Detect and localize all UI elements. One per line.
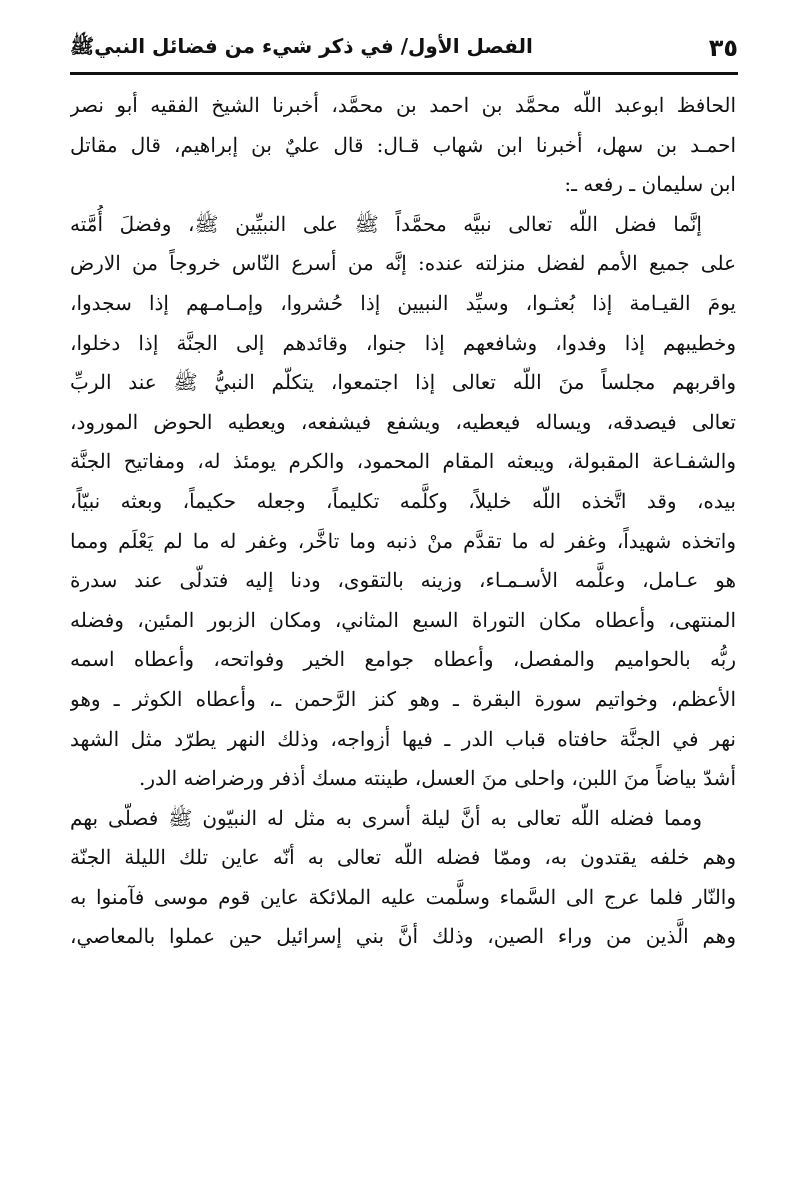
text-line: ربُّه بالحواميم والمفصل، وأعطاه جوامع الخير وفواتحه، وأعطاه اسمه xyxy=(70,647,736,672)
text-line: والنّار فلما عرج الى السَّماء وسلَّمت عليه الملائكة عاين قوم موسى فآمنوا به xyxy=(70,884,736,909)
paragraph xyxy=(70,799,736,957)
text-line: ابن سليمان ـ رفعه ـ: xyxy=(564,172,736,197)
text-line: واقربهم مجلساً منَ اللّه تعالى إذا اجتمعوا، يتكلّم النبيُّ ﷺ عند الربِّ xyxy=(70,370,736,395)
page-number: ٣٥ xyxy=(708,34,738,62)
page-header xyxy=(70,26,738,70)
text-line: نهر في الجنَّة حافتاه قباب الدر ـ فيها أزواجه، وذلك النهر يطرّد مثل الشهد xyxy=(70,726,736,751)
text-line: ومما فضله اللّه تعالى به أنَّ ليلة أسرى به مثل له النبيّون ﷺ فصلّى بهم xyxy=(70,805,702,830)
text-line: على جميع الأمم لفضل منزلته عنده: إنَّه من أسرع النّاس خروجاً من الارض xyxy=(70,251,736,276)
text-line: الحافظ ابوعبد اللّه محمَّد بن احمد بن محمَّد، أخبرنا الشيخ الفقيه أبو نصر xyxy=(70,93,736,117)
text-line: يومَ القيـامة إذا بُعثـوا، وسيِّد النبيين إذا حُشروا، وإمـامـهم إذا سجدوا، xyxy=(70,290,736,315)
text-line: واتخذه شهيداً، وغفر له ما تقدَّم منْ ذنبه وما تاخَّر، وغفر له ما لم يَعْلَم ومما xyxy=(70,528,736,553)
text-line: إنَّما فضل اللّه تعالى نبيَّه محمَّداً ﷺ على النبيِّين ﷺ، وفضلَ أُمَّته xyxy=(70,211,702,236)
paragraph xyxy=(70,205,736,799)
text-line: الأعظم، وخواتيم سورة البقرة ـ وهو كنز الرَّحمن ـ، وأعطاه الكوثر ـ وهو xyxy=(70,686,736,711)
text-line: المنتهى، وأعطاه مكان التوراة السبع المثاني، ومكان الزبور المئين، وفضله xyxy=(70,607,736,632)
running-title: الفصل الأول/ في ذكر شيء من فضائل النبيﷺ xyxy=(70,33,533,58)
text-line: هو عـامل، وعلَّمه الأسـمـاء، وزينه بالتقوى، ودنا إليه فتدلّى عند سدرة xyxy=(70,568,736,593)
text-line: بيده، وقد اتَّخذه اللّه خليلاً، وكلَّمه تكليماً، وجعله حكيماً، وبعثه نبيّاً، xyxy=(70,488,736,513)
text-line: وهم الَّذين من وراء الصين، وذلك أنَّ بني إسرائيل حين عملوا بالمعاصي، xyxy=(70,924,736,949)
body-text xyxy=(70,86,736,957)
text-line: احمـد بن سهل، أخبرنا ابن شهاب قـال: قال عليٌ بن إبراهيم، قال مقاتل xyxy=(70,132,736,157)
text-line: والشفـاعة المقبولة، ويبعثه المقام المحمود، والكرم يومئذ له، ومفاتيح الجنَّة xyxy=(70,449,736,474)
text-line: وهم خلفه يقتدون به، وممّا فضله اللّه تعالى به أنّه عاين تلك الليلة الجنّة xyxy=(70,845,736,870)
text-line: وخطيبهم إذا وفدوا، وشافعهم إذا جنوا، وقائدهم إلى الجنَّة إذا دخلوا، xyxy=(70,330,736,355)
text-line: تعالى فيصدقه، ويساله فيعطيه، ويشفع فيشفعه، ويعطيه الحوض المورود، xyxy=(70,409,736,434)
header-rule xyxy=(70,72,738,75)
text-line: أشدّ بياضاً منَ اللبن، واحلى منَ العسل، طينته مسك أذفر ورضراضه الدر. xyxy=(139,766,736,791)
paragraph xyxy=(70,86,736,205)
